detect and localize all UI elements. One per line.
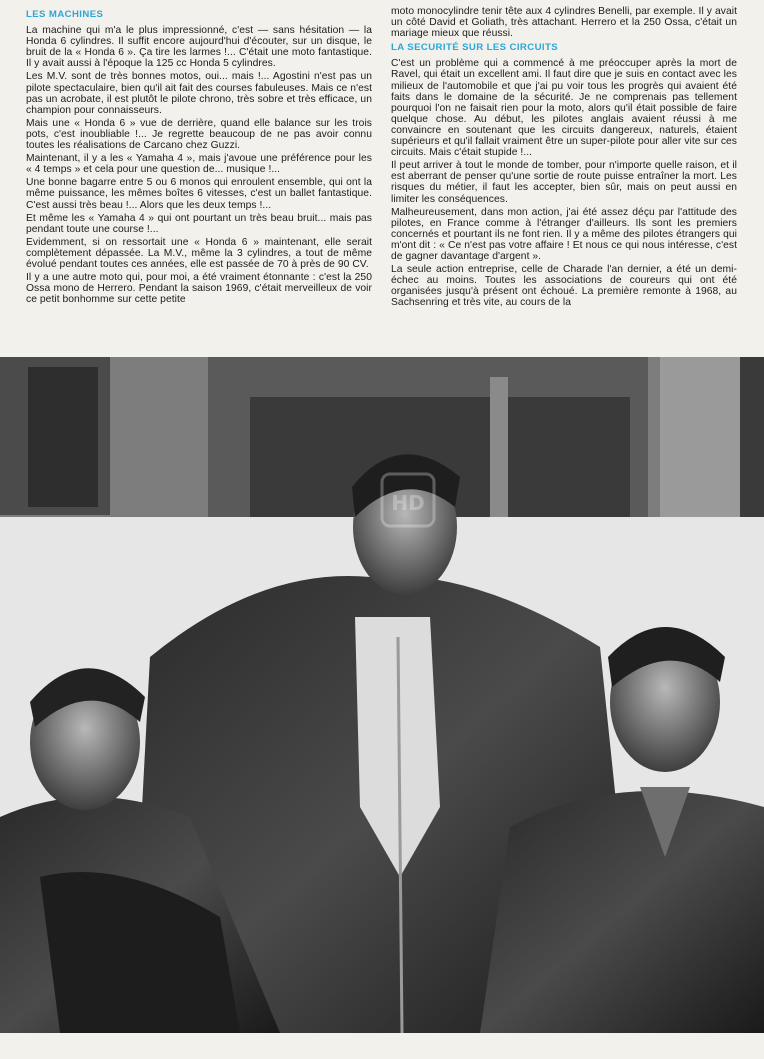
section-heading-machines: LES MACHINES	[26, 9, 104, 20]
paragraph: Une bonne bagarre entre 5 ou 6 monos qui enroulent ensemble, qui ont la même puissance, les mêmes boîtes 6 vitesses, c'est un ballet fantastique. C'est aussi très beau !... Alors que les deux temps !...	[26, 177, 372, 211]
paragraph: La seule action entreprise, celle de Charade l'an dernier, a été un demi-échec au moins. Toutes les associations de coureurs qui ont été organisées jusqu'à présent ont échoué. La première remonte à 1968, au Sachsenring et très vite, au cours de la	[391, 264, 737, 309]
section-heading-safety: LA SECURITÉ SUR LES CIRCUITS	[391, 42, 559, 54]
paragraph: La machine qui m'a le plus impressionné, c'est — sans hésitation — la Honda 6 cylindres. Il suffit encore aujourd'hui d'écouter, sur un disque, le bruit de la « Honda 6 ». Ça tire les larmes !... C'était une moto fantastique. Il y avait aussi à l'époque la 125 cc Honda 5 cylindres.	[26, 25, 372, 70]
right-column	[391, 6, 737, 310]
paragraph: Mais une « Honda 6 » vue de derrière, quand elle balance sur les trois pots, c'est inoubliable !... Je regrette beaucoup de ne pas avoir connu toutes les réalisations de Carcano chez Guzzi.	[26, 117, 372, 152]
paragraph: Et même les « Yamaha 4 » qui ont pourtant un très beau bruit... mais pas pendant toute une course !...	[26, 212, 372, 235]
paragraph: C'est un problème qui a commencé à me préoccuper après la mort de Ravel, qui était un excellent ami. Il faut dire que je suis en contact avec les milieux de l'automobile et que j'ai pu voir tous les progrès qui avaient été faits dans le domaine de la sécurité. Je ne comprenais pas tellement pourquoi l'on ne faisait rien pour la moto, alors qu'il était possible de faire quelque chose. Au début, les pilotes anglais avaient réussi à me convaincre en soutenant que les circuits dangereux, naturels, étaient supérieurs et qu'il fallait vraiment être un super-pilote pour aller vite sur ces circuits. Mais c'était stupide !...	[391, 58, 737, 159]
page-bottom-margin	[0, 1033, 764, 1059]
paragraph: Les M.V. sont de très bonnes motos, oui... mais !... Agostini n'est pas un pilote spectaculaire, bien qu'il ait fait des courses fabuleuses. Mais ce n'est pas un acrobate, il est plutôt le pilote chrono, très sobre et très efficace, un champion pour connaisseurs.	[26, 71, 372, 116]
paragraph-continued: moto monocylindre tenir tête aux 4 cylindres Benelli, par exemple. Il y avait un côté David et Goliath, très attachant. Herrero et la 250 Ossa, c'était un mariage mieux que réussi.	[391, 6, 737, 40]
paragraph: Maintenant, il y a les « Yamaha 4 », mais j'avoue une préférence pour les « 4 temps » et cela pour une question de... musique !...	[26, 153, 372, 176]
racers-photograph	[0, 357, 764, 1033]
left-column	[26, 6, 372, 307]
paragraph: Il y a une autre moto qui, pour moi, a été vraiment étonnante : c'est la 250 Ossa mono de Herrero. Pendant la saison 1969, c'était merveilleux de voir ce petit bonhomme sur cette petite	[26, 272, 372, 306]
paragraph: Il peut arriver à tout le monde de tomber, pour n'importe quelle raison, et il est aberrant de penser qu'une sortie de route puisse entraîner la mort. Les risques du métier, il faut les accepter, bien sûr, mais on peut aussi en limiter les conséquences.	[391, 160, 737, 205]
paragraph: Malheureusement, dans mon action, j'ai été assez déçu par l'attitude des pilotes, en France comme à l'étranger d'ailleurs. Ils sont les premiers concernés et pourtant ils ne font rien. Il y a même des pilotes étrangers qui m'ont dit : « Ce n'est pas votre affaire ! Et nous ce qui nous intéresse, c'est de gagner davantage d'argent ».	[391, 206, 737, 262]
watermark-text: HD	[391, 491, 425, 515]
watermark-logo	[378, 470, 438, 530]
paragraph: Evidemment, si on ressortait une « Honda 6 » maintenant, elle serait complètement dépassée. La M.V., même la 3 cylindres, a tout de même évolué pendant toutes ces années, elle est passée de 70 à près de 90 CV.	[26, 236, 372, 270]
